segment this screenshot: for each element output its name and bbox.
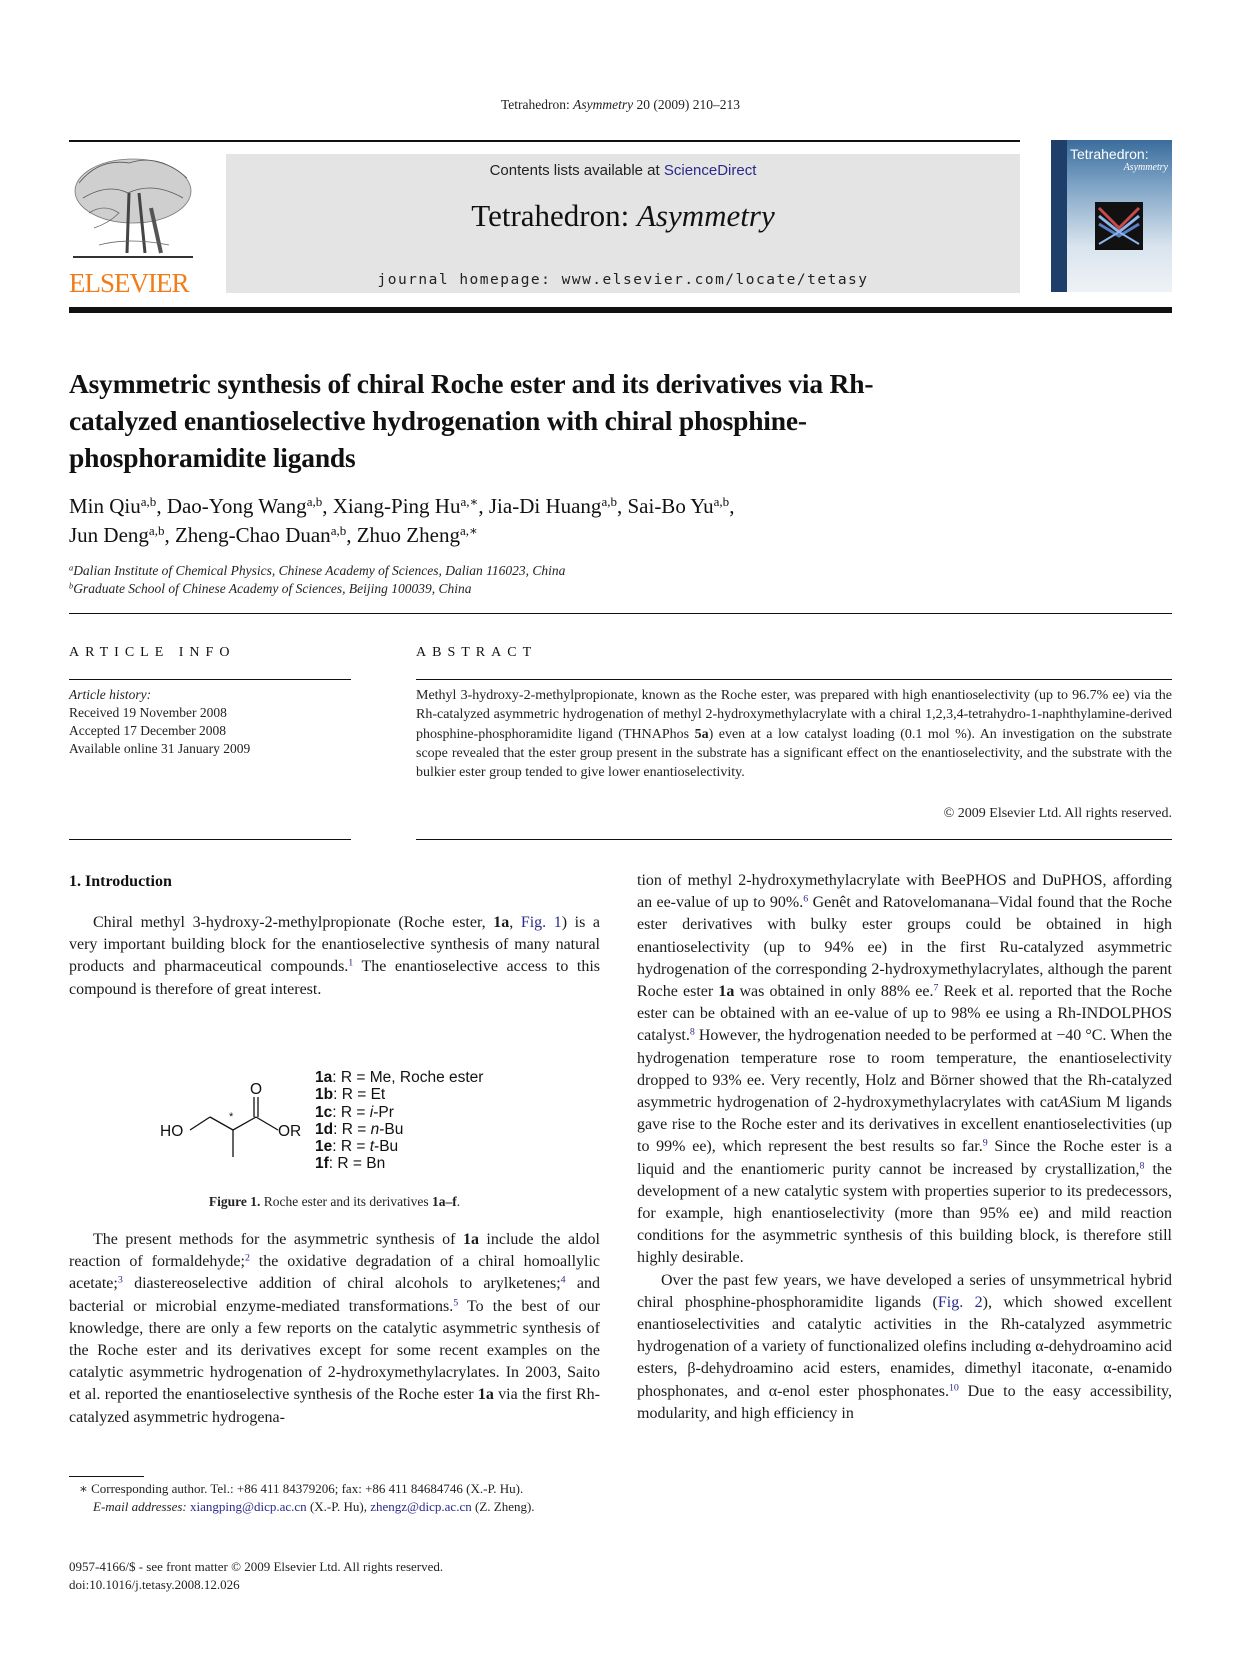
affiliation-a [69,562,565,580]
author[interactable]: Zhuo Zheng$^{a,∗}$ [356,522,478,547]
author[interactable]: Sai-Bo Yu$^{a,b}$ [627,493,730,518]
journal-cover-thumbnail [1051,140,1172,292]
reference-link[interactable]: 8 [689,1026,695,1038]
compound-1f: 1f: R = Bn [315,1155,386,1173]
divider [416,679,1172,680]
abstract-heading: ABSTRACT [416,645,538,660]
reference-link[interactable]: 10 [948,1382,959,1394]
contents-line [226,162,1020,179]
divider [416,839,1172,840]
roche-ester-structure-icon [160,1070,310,1180]
author[interactable]: Jun Deng$^{a,b}$ [69,522,165,547]
running-head-prefix: Tetrahedron: [500,97,574,112]
compound-1e: 1e: R = t-Bu [315,1138,399,1156]
right-paragraph-1: tion of methyl 2-hydroxymethylacrylate with BeePHOS and DuPHOS, affording an ee-value of up to 90%.$^6$ Genêt and Ratovelomanana–Vidal found that the Roche ester derivatives with bulky ester groups could be obtained in high enantioselectivity (up to 94% ee) in the first Ru-catalyzed asymmetric hydrogenation of the corresponding 2-hydroxymethylacrylates, although the parent Roche ester 1a was obtained in only 88% ee.$^7$ Reek et al. reported that the Roche ester can be obtained with an ee-value of up to 98% ee using a Rh-INDOLPHOS catalyst.$^8$ However, the hydrogenation needed to be performed at −40 °C. When the hydrogenation temperature rose to room temperature, the enantioselectivity dropped to 93% ee. Very recently, Holz and Börner showed that the Rh-catalyzed asymmetric hydrogenation of 2-hydroxymethylacrylates with catASium M ligands gave rise to the Roche ester and its derivatives in excellent enantioselectivities (up to 99% ee), which represent the best results so far.$^9$ Since the Roche ester is a liquid and the enantiomeric purity cannot be increased by crystallization,$^8$ the development of a new catalytic system with properties superior to its predecessors, for example, high enantioselectivity (more than 95% ee) and mild reaction conditions for the asymmetric synthesis of this building block, is therefore still highly desirable. [637,872,1172,1267]
article-info-heading: ARTICLE INFO [69,645,236,660]
author[interactable]: Dao-Yong Wang$^{a,b}$ [166,493,323,518]
reference-link[interactable]: 4 [560,1274,566,1286]
author[interactable]: Zheng-Chao Duan$^{a,b}$ [174,522,347,547]
affiliation-text: Graduate School of Chinese Academy of Sciences, Beijing 100039, China [73,581,472,596]
masthead-thick-rule [69,307,1172,313]
issn-line: 0957-4166/$ - see front matter © 2009 Elsevier Ltd. All rights reserved. [69,1559,444,1574]
intro-paragraph-2: The present methods for the asymmetric synthesis of 1a include the aldol reaction of formaldehyde;$^2$ the oxidative degradation of a chiral homoallylic acetate;$^3$ diastereoselective addition of chiral alcohols to arylketenes;$^4$ and bacterial or microbial enzyme-mediated transformations.$^5$ To the best of our knowledge, there are only a few reports on the catalytic asymmetric synthesis of the Roche ester and its derivatives except for some recent examples on the catalytic asymmetric hydrogenation of 2-hydroxymethylacrylates. In 2003, Saito et al. reported the enantioselective synthesis of the Roche ester 1a via the first Rh-catalyzed asymmetric hydrogena- [69,1231,601,1426]
figure-1-caption: Figure 1. Roche ester and its derivatives 1a–f. [208,1194,461,1209]
cover-artwork [1095,202,1143,250]
affiliation-mark: b [69,581,74,591]
reference-link[interactable]: 1 [348,957,354,969]
compound-1d: 1d: R = n-Bu [315,1120,404,1138]
divider [69,839,351,840]
compound-1a: 1a: R = Me, Roche ester [315,1069,484,1086]
svg-text:OR: OR [278,1123,302,1140]
reference-link[interactable]: 9 [982,1137,988,1149]
intro-paragraph-1: Chiral methyl 3-hydroxy-2-methylpropionate (Roche ester, 1a, Fig. 1) is a very important building block for the enantioselective synthesis of many natural products and pharmaceutical compounds.$^1$ The enantioselective access to this compound is therefore of great interest. [69,914,601,998]
email-link-zheng[interactable]: zhengz@dicp.ac.cn [370,1499,472,1514]
divider [69,679,351,680]
journal-homepage-link[interactable]: journal homepage: www.elsevier.com/locate/tetasy [377,272,869,288]
reference-link[interactable]: 6 [803,893,809,905]
abstract-copyright: © 2009 Elsevier Ltd. All rights reserved. [943,806,1172,821]
section-heading-introduction: 1. Introduction [69,873,172,890]
reference-link[interactable]: 2 [244,1252,250,1264]
affiliations [69,562,565,598]
author[interactable]: Xiang-Ping $Hu^{a,∗}$ [332,493,479,518]
journal-title-italic: Asymmetry [636,198,775,233]
elsevier-logo [69,153,197,298]
article-title: Asymmetric synthesis of chiral Roche ester and its derivatives via Rh-catalyzed enantioselective hydrogenation with chiral phosphine-phosphoramidite ligands [69,368,874,473]
running-head [0,97,1241,113]
journal-title [226,198,1020,234]
elsevier-tree-icon [69,153,197,263]
cover-subtitle: Asymmetry [1123,162,1168,173]
affiliation-b [69,580,565,598]
author-list: Min Qiu$^{a,b}$, Dao-Yong Wang$^{a,b}$, Xiang-Ping $Hu^{a,∗}$, Jia-Di Huang$^{a,b}$, Sai-Bo Yu$^{a,b}$, Jun Deng$^{a,b}$, Zheng-Chao Duan$^{a,b}$, Zhuo Zheng$^{a,∗}$ [69,493,735,547]
sciencedirect-link[interactable]: ScienceDirect [663,162,757,179]
elsevier-wordmark: ELSEVIER [69,268,189,298]
history-label: Article history: [69,687,152,702]
doi[interactable]: doi:10.1016/j.tetasy.2008.12.026 [69,1577,240,1592]
reference-link[interactable]: 7 [933,982,939,994]
online-date: Available online 31 January 2009 [69,741,251,756]
received-date: Received 19 November 2008 [69,705,227,720]
footnotes [69,1480,600,1516]
figure-2-link[interactable]: Fig. 2 [937,1293,983,1311]
svg-text:O: O [250,1081,263,1098]
email-link-hu[interactable]: xiangping@dicp.ac.cn [190,1499,307,1514]
author[interactable]: Min Qiu$^{a,b}$ [69,493,157,518]
cover-artwork-icon [1095,202,1143,250]
running-head-journal: Asymmetry [573,97,634,112]
svg-text:*: * [229,1111,234,1123]
journal-title-prefix: Tetrahedron: [471,198,637,233]
right-paragraph-2: Over the past few years, we have developed a series of unsymmetrical hybrid chiral phosphine-phosphoramidite ligands (Fig. 2), which showed excellent enantioselectivities and catalytic activities in the Rh-catalyzed asymmetric hydrogenation of a variety of functionalized olefins including α-dehydroamino acid esters, β-dehydroamino acid esters, enamides, dimethyl itaconate, α-enamido phosphonates, and α-enol ester phosphonates.$^{10}$ Due to the easy accessibility, modularity, and high efficiency in [637,1271,1173,1422]
contents-prefix: Contents lists available at [489,162,664,179]
compound-1c: 1c: R = i-Pr [315,1103,394,1121]
author[interactable]: Jia-Di Huang$^{a,b}$ [488,493,617,518]
top-rule [69,140,1020,142]
affiliation-mark: a [69,563,74,573]
reference-link[interactable]: 8 [1139,1160,1145,1172]
reference-link[interactable]: 5 [453,1297,459,1309]
svg-text:HO: HO [160,1123,184,1140]
cover-title: Tetrahedron: [1070,146,1149,162]
abstract-text: Methyl 3-hydroxy-2-methylpropionate, known as the Roche ester, was prepared with high enantioselectivity (up to 96.7% ee) via the Rh-catalyzed asymmetric hydrogenation of methyl 2-hydroxymethylacrylate with a chiral 1,2,3,4-tetrahydro-1-naphthylamine-derived phosphine-phosphoramidite ligand (THNAPhos 5a) even at a low catalyst loading (0.1 mol %). An investigation on the substrate scope revealed that the ester group present in the substrate has a significant effect on the enantioselectivity, and the substrate with the bulkier ester group tended to give lower enantioselectivity. [416,688,1172,781]
email-note: E-mail addresses: xiangping@dicp.ac.cn (X.-P. Hu), zhengz@dicp.ac.cn (Z. Zheng). [93,1499,535,1514]
reference-link[interactable]: 3 [117,1274,123,1286]
accepted-date: Accepted 17 December 2008 [69,723,227,738]
right-column-text [637,870,1172,1425]
article-history [69,686,250,758]
compound-1b: 1b: R = Et [315,1086,386,1104]
compound-list [315,1069,483,1173]
footnote-rule [69,1476,144,1477]
journal-masthead [226,154,1020,293]
affiliation-text: Dalian Institute of Chemical Physics, Chinese Academy of Sciences, Dalian 116023, China [73,563,566,578]
divider [69,613,1172,614]
corresponding-author-note: ∗ Corresponding author. Tel.: +86 411 84379206; fax: +86 411 84684746 (X.-P. Hu). [79,1481,524,1496]
front-matter [69,1558,443,1594]
figure-1-link[interactable]: Fig. 1 [520,914,562,931]
running-head-volume: 20 (2009) 210–213 [633,97,740,112]
